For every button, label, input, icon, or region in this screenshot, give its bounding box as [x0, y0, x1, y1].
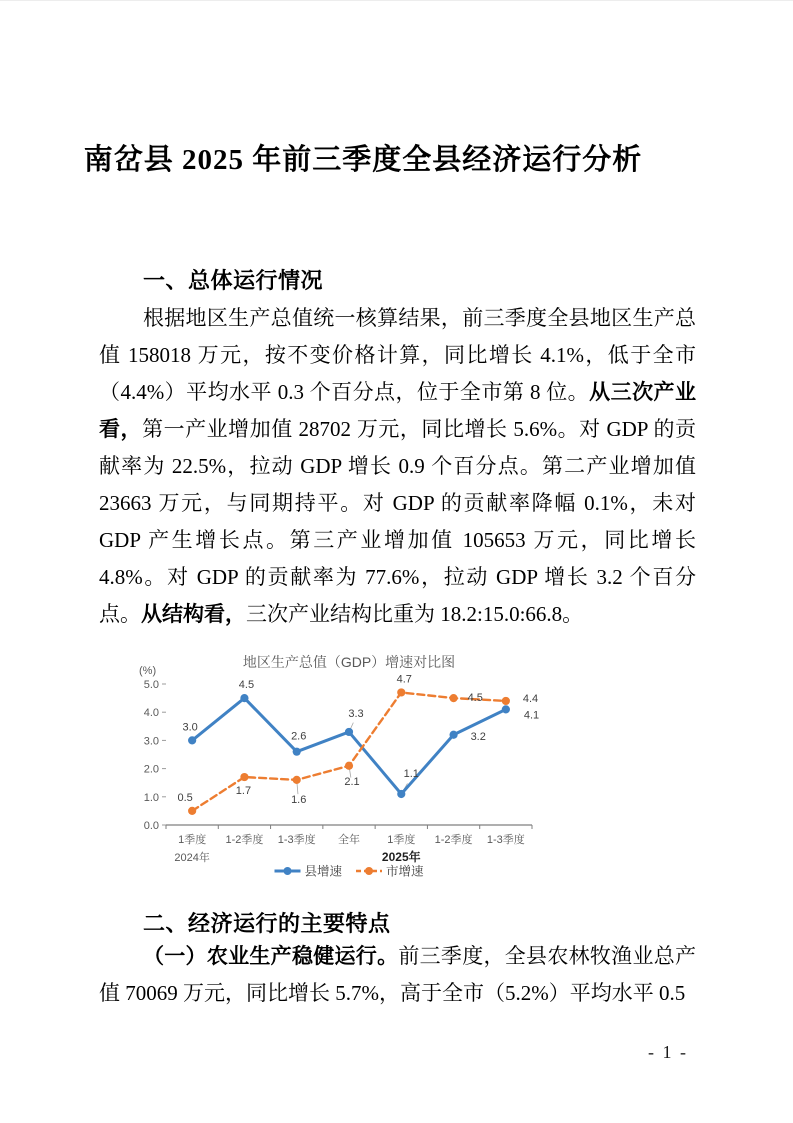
- legend-marker: [365, 867, 373, 875]
- city-series-data-point: [397, 688, 405, 696]
- city-series-data-label: 4.5: [467, 692, 483, 705]
- y-tick-label: 1.0: [143, 791, 159, 804]
- county-series-data-label: 3.3: [348, 707, 364, 720]
- city-series-data-point: [293, 776, 301, 784]
- county-series-data-label: 4.5: [238, 679, 255, 692]
- county-series-data-point: [188, 736, 196, 744]
- document-title: 南岔县 2025 年前三季度全县经济运行分析: [83, 144, 643, 176]
- x-category-label: 1-2季度: [225, 834, 264, 846]
- county-series-data-label: 3.2: [470, 730, 486, 743]
- x-category-label: 1-3季度: [486, 834, 525, 846]
- y-tick-label: 4.0: [143, 707, 159, 720]
- y-tick-label: 5.0: [143, 679, 159, 691]
- year-group-label: 2024年: [174, 852, 210, 864]
- county-series-data-label: 2.6: [291, 730, 307, 743]
- y-tick-label: 3.0: [143, 735, 159, 748]
- section1-paragraph: [99, 300, 696, 633]
- city-series-data-point: [240, 773, 248, 781]
- page-number: - 1 -: [648, 1042, 688, 1062]
- x-category-label: 1-3季度: [277, 834, 316, 846]
- city-series-data-point: [188, 807, 196, 815]
- county-series-data-point: [502, 705, 510, 713]
- city-series-data-point: [502, 697, 510, 705]
- county-series-data-label: 1.1: [403, 767, 419, 780]
- x-category-label: 1季度: [178, 834, 207, 846]
- city-series-data-label: 1.6: [291, 793, 307, 806]
- city-series-data-point: [345, 762, 353, 770]
- bold-text-run: （一）农业生产稳健运行。: [143, 944, 399, 968]
- county-series-data-point: [345, 728, 353, 736]
- city-series-data-label: 4.7: [396, 673, 412, 686]
- city-series-data-label: 4.4: [522, 692, 539, 705]
- section2-heading: 二、经济运行的主要特点: [143, 911, 391, 936]
- text-run: 第一产业增加值 28702 万元，同比增长 5.6%。对 GDP 的贡献率为 22.5%，拉动 GDP 增长 0.9 个百分点。第二产业增加值 23663 万元，与同期持平。对 GDP 的贡献率降幅 0.1%，未对 GDP 产生增长点。第三产业增加值 105653 万元，同比增长 4.8%。对 GDP 的贡献率为 77.6%，拉动 GDP 增长 3.2 个百分点。: [99, 417, 696, 626]
- section2-paragraph: [99, 938, 696, 1012]
- y-axis-unit-label: (%): [139, 665, 157, 677]
- section1-heading: 一、总体运行情况: [143, 268, 324, 293]
- county-series-data-label: 3.0: [182, 721, 198, 734]
- bold-text-run: 从结构看，: [141, 602, 246, 626]
- legend-label: 市增速: [386, 864, 424, 879]
- y-tick-label: 2.0: [143, 763, 159, 776]
- x-category-label: 1季度: [387, 834, 416, 846]
- county-series-data-point: [449, 731, 457, 739]
- legend-label: 县增速: [304, 864, 343, 879]
- gdp-growth-comparison-chart: [133, 647, 569, 891]
- county-series-data-point: [397, 790, 405, 798]
- text-run: 前三季度，全县农林牧渔业总产值 70069 万元，同比增长 5.7%，高于全市（5.2%）平均水平 0.5: [99, 944, 696, 1005]
- legend-marker: [284, 867, 292, 875]
- county-series-data-point: [240, 694, 248, 702]
- x-category-label: 全年: [338, 834, 360, 846]
- county-series-data-label: 4.1: [523, 709, 540, 722]
- year-group-label: 2025年: [381, 850, 421, 864]
- county-series-data-point: [293, 748, 301, 756]
- x-category-label: 1-2季度: [434, 834, 473, 846]
- city-series-data-label: 2.1: [344, 775, 360, 788]
- chart-title: 地区生产总值（GDP）增速对比图: [242, 654, 456, 670]
- city-series-data-label: 0.5: [177, 791, 193, 804]
- city-series-data-label: 1.7: [235, 785, 252, 798]
- city-series-data-point: [449, 694, 457, 702]
- bold-text-run: 从三次产业看，: [99, 380, 696, 441]
- text-run: 三次产业结构比重为 18.2:15.0:66.8。: [246, 602, 584, 626]
- text-run: 根据地区生产总值统一核算结果，前三季度全县地区生产总值 158018 万元，按不变价格计算，同比增长 4.1%，低于全市（4.4%）平均水平 0.3 个百分点，位于全市第 8 位。: [99, 306, 696, 404]
- y-tick-label: 0.0: [143, 820, 159, 832]
